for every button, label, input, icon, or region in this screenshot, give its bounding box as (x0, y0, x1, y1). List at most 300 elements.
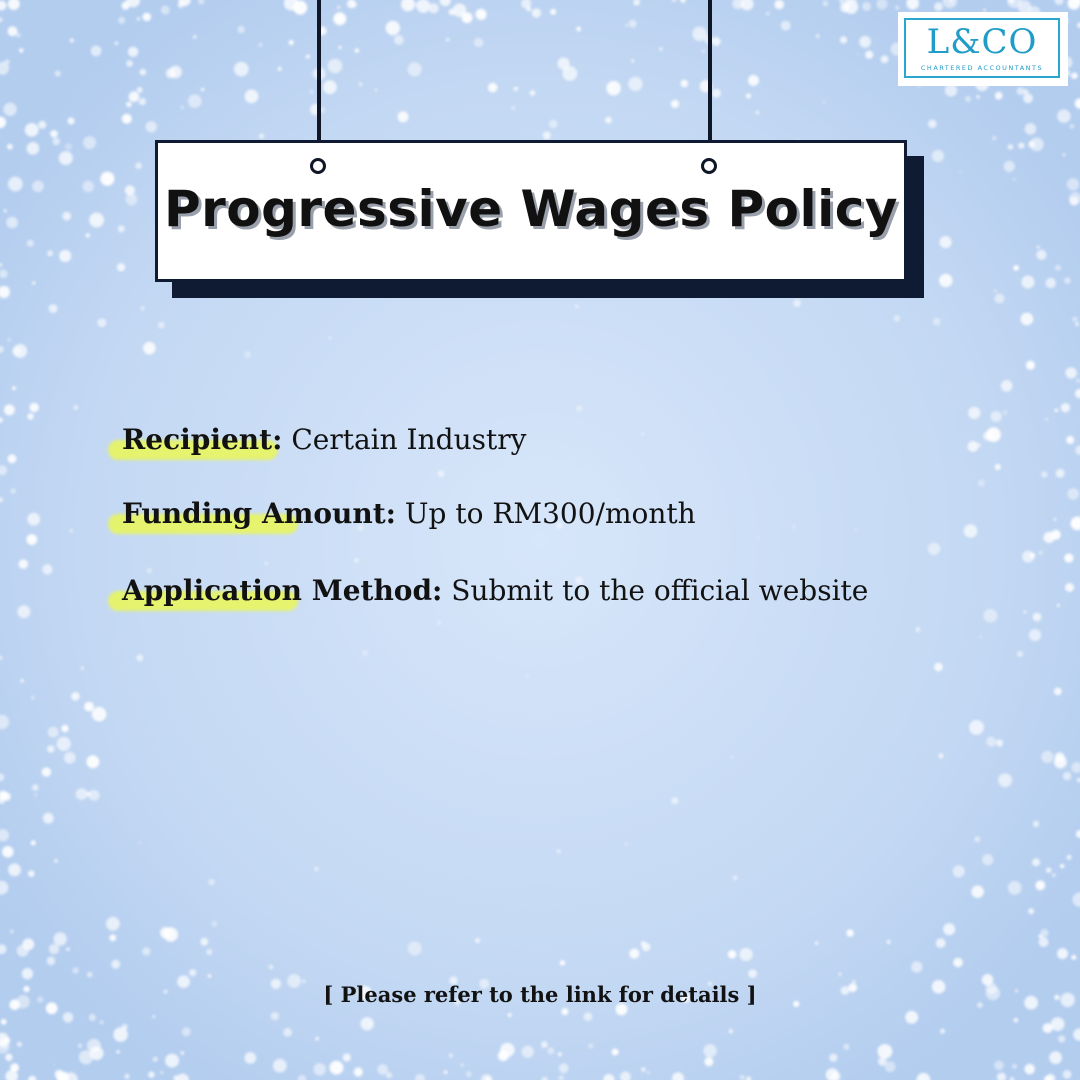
snowflake-icon (26, 534, 37, 545)
snowflake-icon (55, 71, 61, 77)
snowflake-icon (940, 1029, 945, 1034)
snowflake-icon (38, 121, 46, 129)
snowflake-icon (514, 87, 518, 91)
snowflake-icon (165, 1054, 179, 1068)
snowflake-icon (1033, 821, 1040, 828)
snowflake-icon (915, 627, 920, 632)
snowflake-icon (109, 934, 116, 941)
snowflake-icon (1035, 881, 1045, 891)
snowflake-icon (508, 1013, 512, 1017)
snowflake-icon (6, 217, 18, 229)
snowflake-icon (1013, 178, 1016, 181)
snowflake-icon (857, 53, 859, 55)
snowflake-icon (461, 1063, 464, 1066)
snowflake-icon (991, 411, 1002, 422)
snowflake-icon (557, 850, 561, 854)
snowflake-icon (10, 929, 14, 933)
snowflake-icon (953, 865, 965, 877)
snowflake-icon (3, 103, 16, 116)
snowflake-icon (283, 1028, 292, 1037)
snowflake-icon (1039, 937, 1049, 947)
snowflake-icon (680, 80, 688, 88)
snowflake-icon (5, 59, 10, 64)
snowflake-icon (846, 929, 853, 936)
snowflake-icon (330, 1061, 344, 1075)
recipient-label: Recipient: (122, 423, 283, 456)
snowflake-icon (158, 322, 165, 329)
snowflake-icon (47, 250, 53, 256)
snowflake-icon (822, 101, 825, 104)
snowflake-icon (449, 9, 456, 16)
snowflake-icon (511, 106, 515, 110)
snowflake-icon (141, 306, 145, 310)
snowflake-icon (939, 236, 951, 248)
snowflake-icon (53, 1063, 55, 1065)
snowflake-icon (1036, 250, 1046, 260)
snowflake-icon (193, 35, 197, 39)
snowflake-icon (244, 1052, 256, 1064)
snowflake-icon (939, 274, 953, 288)
snowflake-icon (12, 386, 16, 390)
snowflake-icon (82, 181, 94, 193)
snowflake-icon (559, 1063, 569, 1073)
snowflake-icon (774, 0, 784, 9)
title-sign (155, 140, 907, 282)
snowflake-icon (1066, 436, 1074, 444)
snowflake-icon (125, 185, 135, 195)
snowflake-icon (1, 1019, 7, 1025)
snowflake-icon (1037, 246, 1040, 249)
snowflake-icon (415, 3, 419, 7)
snowflake-icon (2, 792, 10, 800)
snowflake-icon (429, 3, 439, 13)
snowflake-icon (25, 123, 39, 137)
snowflake-icon (189, 969, 196, 976)
snowflake-icon (629, 20, 637, 28)
snowflake-icon (8, 338, 11, 341)
snowflake-icon (816, 34, 820, 38)
snowflake-icon (148, 1071, 155, 1078)
snowflake-icon (62, 212, 71, 221)
snowflake-icon (625, 843, 628, 846)
snowflake-icon (78, 1044, 82, 1048)
recipient-line (122, 420, 526, 460)
snowflake-icon (49, 944, 59, 954)
snowflake-icon (278, 67, 282, 71)
snowflake-icon (76, 788, 88, 800)
snowflake-icon (878, 1044, 893, 1059)
snowflake-icon (748, 969, 757, 978)
snowflake-icon (1032, 858, 1040, 866)
snowflake-icon (1054, 409, 1058, 413)
snowflake-icon (237, 26, 245, 34)
snowflake-icon (532, 8, 541, 17)
snowflake-icon (728, 950, 737, 959)
snowflake-icon (323, 80, 337, 94)
snowflake-icon (444, 1070, 448, 1074)
snowflake-icon (959, 171, 962, 174)
snowflake-icon (206, 949, 212, 955)
snowflake-icon (100, 1020, 104, 1024)
snowflake-icon (362, 650, 369, 657)
snowflake-icon (59, 151, 73, 165)
snowflake-icon (995, 294, 1005, 304)
snowflake-icon (1051, 1017, 1065, 1031)
snowflake-icon (343, 1053, 351, 1061)
snowflake-icon (85, 233, 90, 238)
snowflake-icon (865, 51, 873, 59)
snowflake-icon (840, 36, 847, 43)
snowflake-icon (181, 106, 184, 109)
snowflake-icon (994, 1061, 1004, 1071)
snowflake-icon (625, 24, 628, 27)
snowflake-icon (584, 1012, 593, 1021)
snowflake-icon (2, 846, 14, 858)
snowflake-icon (306, 54, 310, 58)
snowflake-icon (12, 347, 21, 356)
snowflake-icon (354, 1067, 363, 1076)
snowflake-icon (1051, 530, 1061, 540)
logo-subtitle: CHARTERED ACCOUNTANTS (906, 64, 1058, 72)
snowflake-icon (1021, 313, 1034, 326)
snowflake-icon (163, 927, 178, 942)
snowflake-icon (983, 609, 997, 623)
snowflake-icon (27, 413, 33, 419)
snowflake-icon (188, 94, 202, 108)
snowflake-icon (986, 737, 996, 747)
snowflake-icon (86, 792, 91, 797)
snowflake-icon (629, 949, 639, 959)
snowflake-icon (1067, 178, 1079, 190)
snowflake-icon (67, 117, 74, 124)
snowflake-icon (541, 1041, 548, 1048)
snowflake-icon (66, 948, 69, 951)
snowflake-icon (1060, 864, 1064, 868)
snowflake-icon (757, 536, 760, 539)
snowflake-icon (211, 921, 217, 927)
snowflake-icon (315, 1037, 319, 1041)
snowflake-icon (57, 737, 71, 751)
snowflake-icon (43, 813, 54, 824)
snowflake-icon (1033, 613, 1042, 622)
snowflake-icon (1067, 488, 1079, 500)
snowflake-icon (7, 144, 13, 150)
snowflake-icon (8, 177, 23, 192)
snowflake-icon (974, 836, 980, 842)
snowflake-icon (982, 854, 993, 865)
snowflake-icon (118, 17, 125, 24)
snowflake-icon (1057, 109, 1071, 123)
snowflake-icon (398, 111, 409, 122)
snowflake-icon (977, 95, 980, 98)
application-method-value: Submit to the official website (442, 574, 869, 607)
snowflake-icon (965, 96, 971, 102)
snowflake-icon (377, 1064, 388, 1075)
snowflake-icon (129, 91, 140, 102)
snowflake-icon (74, 405, 79, 410)
snowflake-icon (561, 1008, 568, 1015)
snowflake-icon (4, 404, 15, 415)
snowflake-icon (1071, 73, 1077, 79)
company-logo (898, 12, 1068, 86)
snowflake-icon (766, 12, 770, 16)
snowflake-icon (560, 960, 565, 965)
snowflake-icon (1030, 553, 1035, 558)
snowflake-icon (588, 1043, 593, 1048)
snowflake-icon (1014, 1018, 1018, 1022)
snowflake-icon (143, 342, 156, 355)
snowflake-icon (42, 564, 52, 574)
snowflake-icon (859, 36, 871, 48)
snowflake-icon (65, 143, 72, 150)
snowflake-icon (943, 923, 955, 935)
snowflake-icon (408, 941, 422, 955)
snowflake-icon (862, 2, 871, 11)
snowflake-icon (1025, 123, 1037, 135)
snowflake-icon (143, 13, 152, 22)
snowflake-icon (647, 1071, 650, 1074)
snowflake-icon (605, 117, 612, 124)
snowflake-icon (1003, 410, 1008, 415)
snowflake-icon (1013, 265, 1019, 271)
snowflake-icon (3, 209, 6, 212)
snowflake-icon (1071, 955, 1076, 960)
page-title: Progressive Wages Policy (163, 180, 899, 238)
snowflake-icon (137, 87, 143, 93)
application-method-label: Application Method: (122, 574, 443, 607)
snowflake-icon (312, 72, 314, 74)
snowflake-icon (386, 21, 400, 35)
snowflake-icon (1058, 1035, 1065, 1042)
snowflake-icon (793, 299, 801, 307)
snowflake-icon (748, 75, 759, 86)
snowflake-icon (259, 43, 263, 47)
snowflake-icon (135, 163, 142, 170)
snowflake-icon (19, 559, 29, 569)
snowflake-icon (1055, 265, 1061, 271)
snowflake-icon (361, 1017, 374, 1030)
snowflake-icon (354, 558, 359, 563)
snowflake-icon (70, 38, 74, 42)
snowflake-icon (488, 83, 498, 93)
snowflake-icon (671, 100, 679, 108)
snowflake-icon (8, 454, 17, 463)
snowflake-icon (530, 90, 536, 96)
snowflake-icon (1001, 380, 1013, 392)
snowflake-icon (1054, 756, 1067, 769)
snowflake-icon (19, 48, 23, 52)
snowflake-icon (1028, 908, 1034, 914)
snowflake-icon (934, 663, 943, 672)
snowflake-icon (234, 62, 249, 77)
snowflake-icon (181, 1051, 184, 1054)
snowflake-icon (17, 945, 29, 957)
snowflake-icon (81, 666, 85, 670)
snowflake-icon (1065, 367, 1076, 378)
snowflake-icon (631, 59, 634, 62)
recipient-value: Certain Industry (282, 423, 527, 456)
snowflake-icon (466, 1071, 472, 1077)
snowflake-icon (971, 885, 984, 898)
snowflake-icon (122, 114, 132, 124)
snowflake-icon (1026, 361, 1035, 370)
snowflake-icon (1049, 1051, 1062, 1064)
snowflake-icon (712, 37, 721, 46)
snowflake-icon (1056, 469, 1065, 478)
snowflake-icon (549, 120, 558, 129)
snowflake-icon (374, 88, 377, 91)
snowflake-icon (339, 46, 342, 49)
snowflake-icon (31, 696, 34, 699)
snowflake-icon (702, 49, 706, 53)
snowflake-icon (979, 635, 982, 638)
snowflake-icon (328, 336, 331, 339)
snowflake-icon (8, 863, 21, 876)
snowflake-icon (969, 720, 984, 735)
snowflake-icon (1012, 1064, 1017, 1069)
snowflake-icon (822, 0, 828, 6)
snowflake-icon (547, 1047, 554, 1054)
snowflake-icon (273, 1059, 287, 1073)
snowflake-icon (1076, 379, 1080, 383)
snowflake-icon (1039, 935, 1043, 939)
snowflake-icon (89, 1014, 96, 1021)
snowflake-icon (562, 66, 577, 81)
snowflake-icon (139, 98, 146, 105)
snowflake-icon (729, 1029, 733, 1033)
snowflake-icon (408, 62, 422, 76)
snowflake-icon (116, 1050, 119, 1053)
snowflake-icon (1063, 153, 1066, 156)
snowflake-icon (936, 938, 946, 948)
logo-mark: L&CO (926, 22, 1038, 62)
snowflake-icon (100, 172, 114, 186)
snowflake-icon (314, 867, 319, 872)
snowflake-icon (792, 525, 795, 528)
snowflake-icon (558, 1052, 562, 1056)
snowflake-icon (575, 304, 579, 308)
snowflake-icon (201, 88, 205, 92)
snowflake-icon (333, 12, 346, 25)
snowflake-icon (126, 60, 133, 67)
snowflake-icon (53, 138, 61, 146)
snowflake-icon (606, 81, 621, 96)
snowflake-icon (1008, 144, 1014, 150)
snowflake-icon (111, 960, 120, 969)
snowflake-icon (208, 974, 212, 978)
snowflake-icon (781, 21, 791, 31)
snowflake-icon (746, 93, 751, 98)
snowflake-icon (1024, 1064, 1035, 1075)
snowflake-icon (91, 46, 102, 57)
snowflake-icon (138, 841, 141, 844)
snowflake-icon (118, 225, 125, 232)
snowflake-icon (17, 1042, 22, 1047)
details-link-note: [ Please refer to the link for details ] (323, 982, 757, 1007)
snowflake-icon (126, 102, 132, 108)
snowflake-icon (114, 41, 118, 45)
snowflake-icon (446, 38, 449, 41)
snowflake-icon (54, 932, 67, 945)
snowflake-icon (71, 692, 80, 701)
snowflake-icon (394, 35, 404, 45)
snowflake-icon (271, 1012, 279, 1020)
sign-ring-left-icon (310, 158, 326, 174)
snowflake-icon (1057, 948, 1068, 959)
snowflake-icon (47, 957, 56, 966)
snowflake-icon (550, 9, 556, 15)
snowflake-icon (642, 943, 651, 952)
snowflake-icon (641, 1067, 646, 1072)
snowflake-icon (996, 739, 1003, 746)
snowflake-icon (905, 1011, 918, 1024)
snowflake-icon (733, 875, 738, 880)
snowflake-icon (208, 879, 214, 885)
snowflake-icon (55, 1070, 64, 1079)
snowflake-icon (161, 5, 170, 14)
snowflake-icon (1072, 317, 1077, 322)
snowflake-icon (438, 470, 445, 477)
snowflake-icon (54, 859, 58, 863)
snowflake-icon (1017, 87, 1025, 95)
snowflake-icon (146, 121, 157, 132)
snowflake-icon (142, 947, 150, 955)
snowflake-icon (576, 406, 582, 412)
snowflake-icon (97, 318, 106, 327)
snowflake-icon (152, 1015, 155, 1018)
snowflake-icon (1028, 141, 1035, 148)
snowflake-icon (83, 136, 96, 149)
snowflake-icon (27, 240, 34, 247)
snowflake-icon (1063, 1070, 1072, 1079)
snowflake-icon (498, 1050, 509, 1061)
snowflake-icon (475, 938, 480, 943)
snowflake-icon (992, 136, 996, 140)
snowflake-icon (692, 27, 707, 42)
snowflake-icon (628, 77, 643, 92)
snowflake-icon (17, 605, 30, 618)
snowflake-icon (245, 90, 259, 104)
snowflake-icon (20, 679, 24, 683)
snowflake-icon (92, 707, 107, 722)
snowflake-icon (28, 870, 35, 877)
snowflake-icon (200, 938, 208, 946)
snowflake-icon (998, 773, 1012, 787)
snowflake-icon (437, 621, 441, 625)
snowflake-icon (27, 513, 40, 526)
snowflake-icon (1067, 855, 1072, 860)
snowflake-icon (986, 427, 1001, 442)
snowflake-icon (995, 464, 1001, 470)
snowflake-icon (8, 26, 18, 36)
snowflake-icon (64, 752, 76, 764)
snowflake-icon (63, 1012, 74, 1023)
snowflake-icon (314, 1063, 326, 1075)
hanging-string-left (317, 0, 321, 162)
snowflake-icon (994, 289, 997, 292)
snowflake-icon (1065, 583, 1074, 592)
snowflake-icon (1046, 278, 1056, 288)
snowflake-icon (61, 725, 68, 732)
snowflake-icon (1075, 322, 1079, 326)
snowflake-icon (337, 6, 341, 10)
snowflake-icon (1041, 751, 1053, 763)
snowflake-icon (703, 1044, 716, 1057)
snowflake-icon (815, 941, 819, 945)
snowflake-icon (1045, 418, 1048, 421)
snowflake-icon (86, 755, 99, 768)
snowflake-icon (612, 1049, 619, 1056)
